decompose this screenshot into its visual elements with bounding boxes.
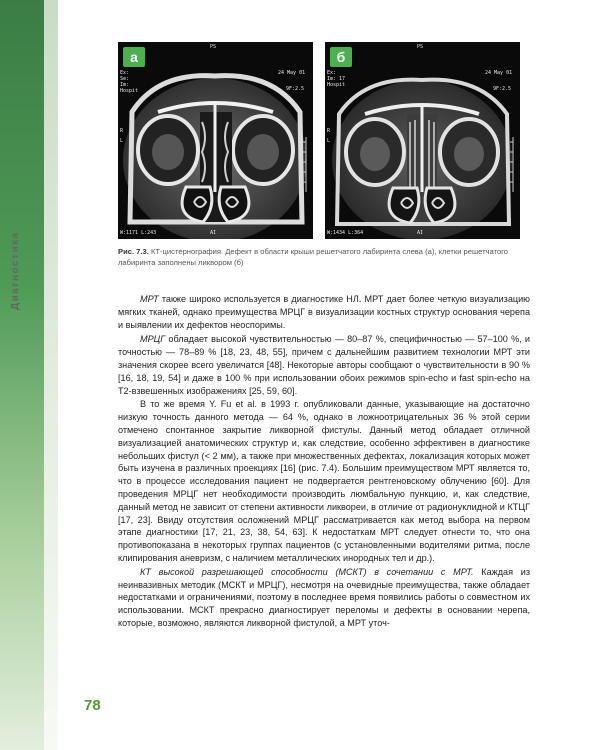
paragraph-text: обладает высокой чувствительностью — 80–87 %, специфичностью — 57–100 %, и точностью — 78–89 % [18, 23, 48, 55], причем с дальнейшим развитием технологии МРТ эти значения скорее всего увеличатся [48]. Некоторые авторы сообщают о чувствительности в 90 % [16, 18, 19, 54] и даже в 100 % при использовании обоих режимов spin-echo и fast spin-echo на Т2-взвешенных изображениях [25, 59, 60]. [118, 334, 530, 396]
ct-b-mark-l: L [327, 138, 331, 144]
paragraph-mrcg [118, 333, 530, 397]
paragraph-mskt [118, 566, 530, 630]
ct-a-top-center: PS [210, 44, 217, 50]
running-head: Диагностика [10, 231, 21, 310]
ct-b-side-text: 9F:2.5 [493, 86, 512, 92]
figure-7-3 [118, 42, 528, 242]
caption-label: Рис. 7.3. [118, 247, 149, 256]
figure-caption [118, 246, 526, 268]
ct-b-top-center: PS [417, 44, 424, 50]
ct-a-bottom-center: AI [210, 230, 217, 236]
body-text [118, 293, 530, 631]
paragraph-lead-term: КТ высокой разрешающей способности (МСКТ) в сочетании с МРТ. [140, 566, 474, 577]
ct-a-meta-line: Ex: [120, 70, 130, 76]
ct-b-date: 24 May 01 [485, 70, 513, 76]
ct-a-window: W:1171 L:243 [120, 230, 157, 236]
ct-b-meta-line: Hospit [327, 82, 346, 88]
ct-a-date: 24 May 01 [278, 70, 306, 76]
ct-a-meta-line: Se: [120, 76, 130, 82]
paragraph-text: также широко используется в диагностике НЛ. МРТ дает более четкую визуализацию мягких тканей, однако преимущества МРЦГ в визуализации костных структур основания черепа и выявлении их дефектов неоспоримы. [118, 294, 530, 330]
ct-a-meta [120, 70, 138, 94]
paragraph-text: Каждая из неинвазивных методик (МСКТ и МРЦГ), несмотря на очевидные преимущества, также обладает недостатками и ограничениями, поэтому в последнее время появились работы о совместном их использовании. МСКТ прекрасно диагностирует переломы и дефекты в основании черепа, которые, возможно, являются ликворной фистулой, а МРТ уточ- [118, 566, 530, 628]
paragraph-text: В то же время Y. Fu et al. в 1993 г. опубликовали данные, указывающие на достаточно низкую точность данного метода — 64 %, однако в ложноотрицательных 36 % этой серии отмечено спонтанное закрытие ликворной фистулы. Данный метод обладает отличной визуализацией анатомических структур и, как следствие, особенно эффективен в диагностике небольших фистул (< 2 мм), а также при множественных дефектах, локализация которых может быть изучена в различных проекциях [16] (рис. 7.4). Большим преимуществом МРТ является то, что в процессе исследования пациент не подвергается рентгеновскому облучению [60]. Для проведения МРЦГ нет необходимости производить люмбальную пункцию, и, как следствие, данный метод не зависит от степени активности ликвореи, в отличие от радионуклидной и КТЦГ [17, 23]. Ввиду отсутствия осложнений МРЦГ рассматривается как метод выбора на первом этапе диагностики [17, 21, 23, 38, 54, 63]. К недостаткам МРТ следует отнести то, что она противопоказана в некоторых группах пациентов (с установленными водителями ритма, после клипирования аневризм, с наличием металлических инородных тел и др.). [118, 399, 530, 563]
ct-b-bottom-center: AI [417, 230, 424, 236]
ct-a-mark-l: L [120, 138, 124, 144]
page-number: 78 [84, 697, 101, 714]
ct-a-meta-line: Hospit [120, 88, 139, 94]
ct-b-meta-line: Ex: [327, 70, 337, 76]
ct-b-window: W:1434 L:364 [327, 230, 364, 236]
panel-label-a: а [123, 47, 145, 67]
paragraph-lead-term: МРТ [140, 294, 159, 304]
green-spine-strip [0, 0, 44, 750]
ct-b-meta-line: Im: 17 [327, 76, 346, 82]
ct-b-mark-r: R [327, 128, 331, 134]
ct-a-meta-line: Im: [120, 82, 130, 88]
paragraph-mrt [118, 293, 530, 331]
paragraph-fu [118, 398, 530, 564]
panel-label-b: б [330, 47, 352, 67]
paragraph-lead-term: МРЦГ [140, 334, 166, 345]
ct-b-meta [327, 70, 345, 88]
ct-image-b [325, 42, 520, 239]
ct-image-a [118, 42, 313, 239]
ct-a-mark-r: R [120, 128, 124, 134]
ct-a-side-text: 9F:2.5 [286, 86, 305, 92]
caption-text: КТ-цистернография. Дефект в области крыши решетчатого лабиринта слева (а), клетки решетчатого лабиринта заполнены ликвором (б) [118, 247, 508, 267]
spine-gradient [44, 0, 58, 750]
